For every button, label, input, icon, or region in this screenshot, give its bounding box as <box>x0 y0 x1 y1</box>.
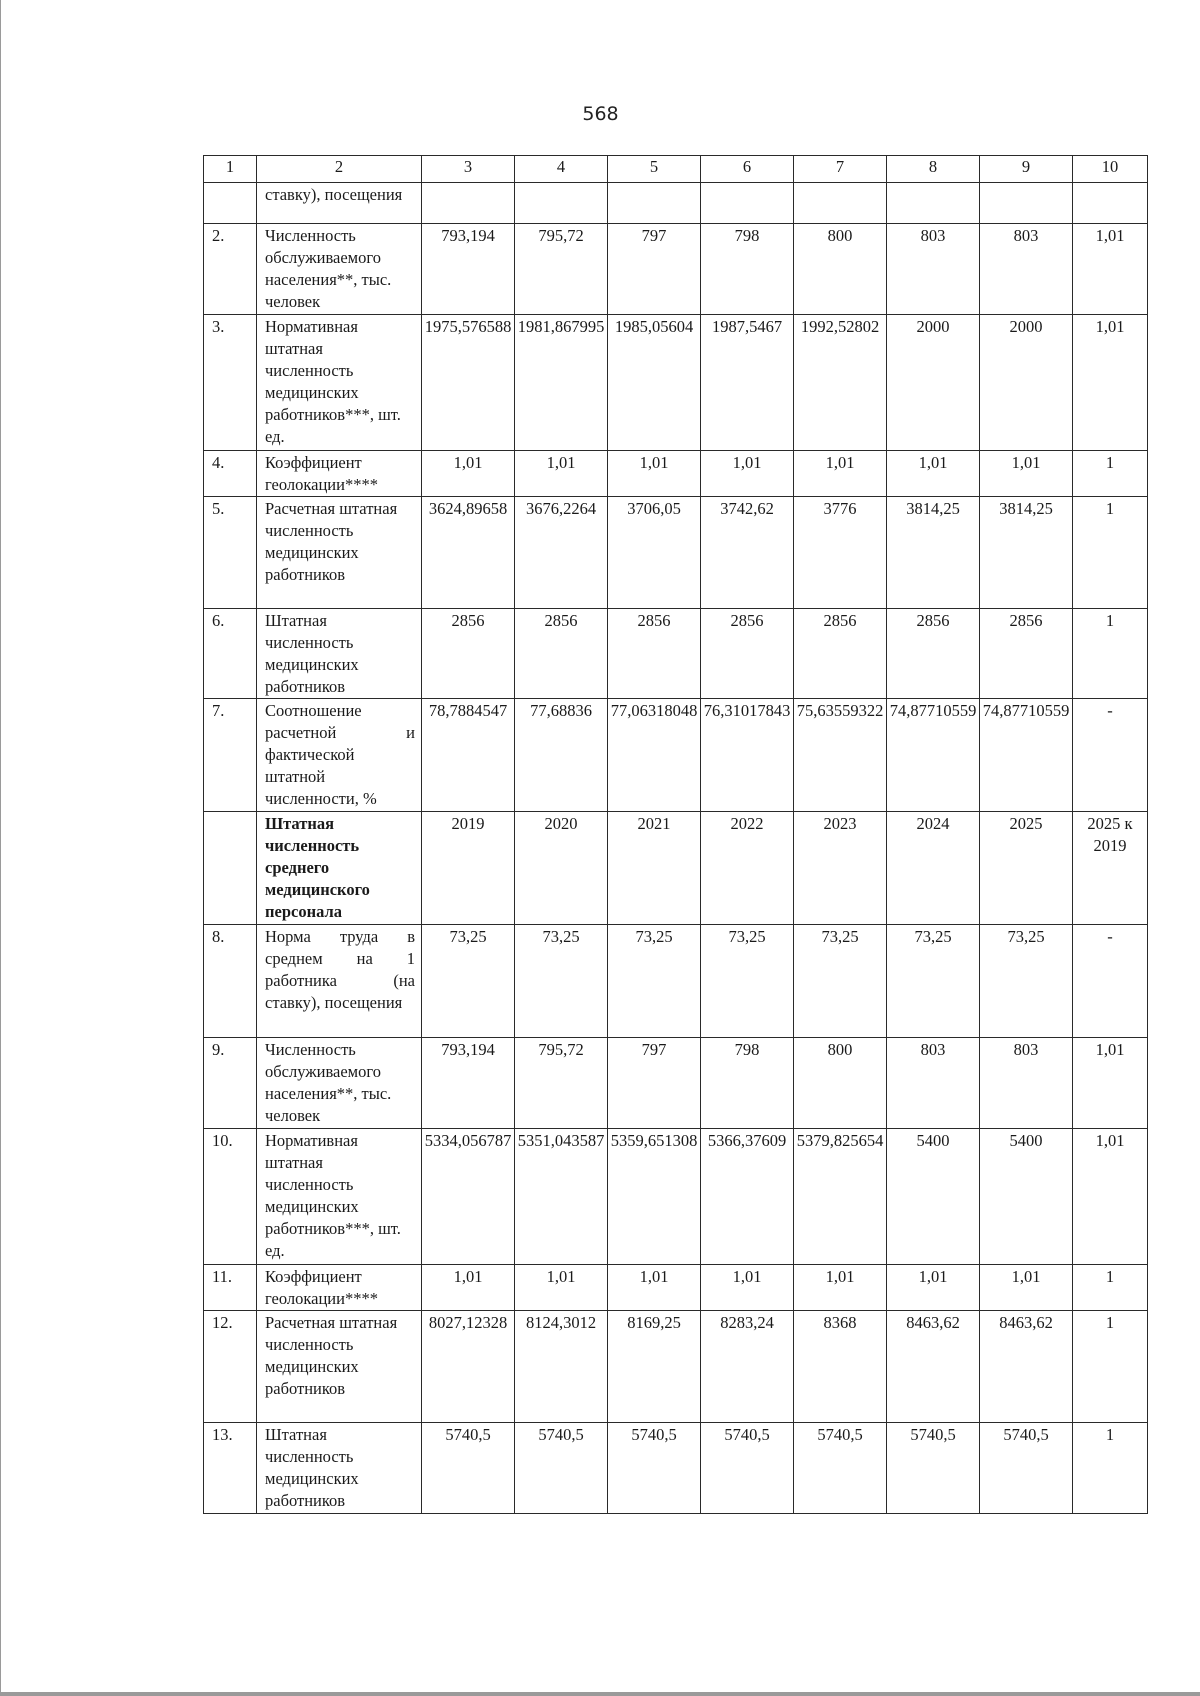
value-cell: 1,01 <box>980 1265 1073 1311</box>
value-cell <box>887 183 980 224</box>
value-cell: 797 <box>608 224 701 315</box>
value-cell: 2856 <box>608 609 701 699</box>
value-cell: 5740,5 <box>701 1423 794 1514</box>
value-cell <box>515 183 608 224</box>
indicator-name-cell: Норма труда в среднем на 1 работника (на ставку), посещения <box>257 925 422 1038</box>
value-cell: 2022 <box>701 812 794 925</box>
table-row <box>204 315 1148 451</box>
header-cell: 6 <box>701 156 794 183</box>
row-number-cell <box>204 183 257 224</box>
value-cell: 8463,62 <box>980 1311 1073 1423</box>
table-header-row <box>204 156 1148 183</box>
header-cell: 7 <box>794 156 887 183</box>
table-row <box>204 1265 1148 1311</box>
value-cell: 1,01 <box>1073 224 1148 315</box>
value-cell: 1 <box>1073 451 1148 497</box>
value-cell: 73,25 <box>794 925 887 1038</box>
row-number-cell: 7. <box>204 699 257 812</box>
value-cell: 803 <box>887 224 980 315</box>
value-cell: 8283,24 <box>701 1311 794 1423</box>
value-cell: 2856 <box>980 609 1073 699</box>
row-number-cell: 9. <box>204 1038 257 1129</box>
value-cell: 3814,25 <box>980 497 1073 609</box>
value-cell: 74,87710559 <box>980 699 1073 812</box>
value-cell: 2000 <box>980 315 1073 451</box>
header-cell: 5 <box>608 156 701 183</box>
value-cell: 5740,5 <box>794 1423 887 1514</box>
value-cell: 73,25 <box>515 925 608 1038</box>
value-cell <box>1073 183 1148 224</box>
indicator-name-cell: Коэффициент геолокации**** <box>257 451 422 497</box>
value-cell: 797 <box>608 1038 701 1129</box>
value-cell: 2023 <box>794 812 887 925</box>
value-cell: 1,01 <box>608 1265 701 1311</box>
row-number-cell: 6. <box>204 609 257 699</box>
value-cell: 1,01 <box>422 451 515 497</box>
value-cell: 5400 <box>887 1129 980 1265</box>
header-cell: 2 <box>257 156 422 183</box>
value-cell: 1,01 <box>794 1265 887 1311</box>
value-cell: 800 <box>794 1038 887 1129</box>
value-cell: 77,68836 <box>515 699 608 812</box>
row-number-cell: 11. <box>204 1265 257 1311</box>
indicator-name-cell: Нормативная штатная численность медицинских работников***, шт. ед. <box>257 315 422 451</box>
value-cell: 1,01 <box>980 451 1073 497</box>
indicator-name-cell: Соотношение расчетной и фактической штатной численности, % <box>257 699 422 812</box>
value-cell: 1987,5467 <box>701 315 794 451</box>
value-cell: 1,01 <box>1073 1038 1148 1129</box>
value-cell: 8027,12328 <box>422 1311 515 1423</box>
value-cell: 803 <box>980 224 1073 315</box>
indicator-name-cell: Нормативная штатная численность медицинских работников***, шт. ед. <box>257 1129 422 1265</box>
table-row <box>204 224 1148 315</box>
value-cell: 798 <box>701 224 794 315</box>
value-cell: 1992,52802 <box>794 315 887 451</box>
value-cell: 73,25 <box>422 925 515 1038</box>
value-cell: 5740,5 <box>515 1423 608 1514</box>
value-cell: 1,01 <box>515 451 608 497</box>
value-cell: 5379,825654 <box>794 1129 887 1265</box>
value-cell: 3706,05 <box>608 497 701 609</box>
value-cell: 2856 <box>887 609 980 699</box>
value-cell: 1 <box>1073 497 1148 609</box>
value-cell: 800 <box>794 224 887 315</box>
value-cell: 1,01 <box>608 451 701 497</box>
value-cell: 793,194 <box>422 224 515 315</box>
value-cell: 5740,5 <box>887 1423 980 1514</box>
indicator-name-cell: Штатная численность медицинских работников <box>257 609 422 699</box>
data-table <box>203 155 1148 1514</box>
value-cell: 76,31017843 <box>701 699 794 812</box>
value-cell: 2856 <box>515 609 608 699</box>
value-cell: 8463,62 <box>887 1311 980 1423</box>
value-cell: 8169,25 <box>608 1311 701 1423</box>
row-number-cell: 5. <box>204 497 257 609</box>
indicator-name-cell: Численность обслуживаемого населения**, тыс. человек <box>257 1038 422 1129</box>
value-cell: 1985,05604 <box>608 315 701 451</box>
table-row <box>204 1311 1148 1423</box>
table-row <box>204 183 1148 224</box>
header-cell: 3 <box>422 156 515 183</box>
value-cell <box>422 183 515 224</box>
value-cell: 2856 <box>422 609 515 699</box>
value-cell: 1,01 <box>515 1265 608 1311</box>
row-number-cell: 8. <box>204 925 257 1038</box>
value-cell: 73,25 <box>701 925 794 1038</box>
table-row <box>204 1038 1148 1129</box>
row-number-cell: 13. <box>204 1423 257 1514</box>
value-cell: 3624,89658 <box>422 497 515 609</box>
value-cell: 73,25 <box>887 925 980 1038</box>
value-cell: 1,01 <box>887 451 980 497</box>
value-cell: 1,01 <box>1073 315 1148 451</box>
value-cell: 1 <box>1073 1423 1148 1514</box>
value-cell: 793,194 <box>422 1038 515 1129</box>
value-cell <box>980 183 1073 224</box>
value-cell: 5334,056787 <box>422 1129 515 1265</box>
value-cell: 2019 <box>422 812 515 925</box>
header-cell: 9 <box>980 156 1073 183</box>
value-cell: 74,87710559 <box>887 699 980 812</box>
value-cell: 2025 <box>980 812 1073 925</box>
value-cell: 5740,5 <box>608 1423 701 1514</box>
table-row <box>204 451 1148 497</box>
value-cell: 1,01 <box>794 451 887 497</box>
table-row <box>204 699 1148 812</box>
value-cell: 8124,3012 <box>515 1311 608 1423</box>
indicator-name-cell: Расчетная штатная численность медицинских работников <box>257 497 422 609</box>
indicator-name-cell: Расчетная штатная численность медицинских работников <box>257 1311 422 1423</box>
table-row <box>204 812 1148 925</box>
value-cell: 1,01 <box>887 1265 980 1311</box>
value-cell: 2024 <box>887 812 980 925</box>
value-cell: - <box>1073 699 1148 812</box>
header-cell: 8 <box>887 156 980 183</box>
value-cell: 2856 <box>794 609 887 699</box>
value-cell: 2020 <box>515 812 608 925</box>
header-cell: 10 <box>1073 156 1148 183</box>
value-cell: 1,01 <box>701 451 794 497</box>
row-number-cell: 4. <box>204 451 257 497</box>
value-cell: 3676,2264 <box>515 497 608 609</box>
table-row <box>204 925 1148 1038</box>
value-cell: 8368 <box>794 1311 887 1423</box>
indicator-name-cell: ставку), посещения <box>257 183 422 224</box>
row-number-cell <box>204 812 257 925</box>
table-row <box>204 1129 1148 1265</box>
value-cell: 5351,043587 <box>515 1129 608 1265</box>
value-cell: 73,25 <box>608 925 701 1038</box>
value-cell: - <box>1073 925 1148 1038</box>
value-cell: 798 <box>701 1038 794 1129</box>
value-cell: 77,06318048 <box>608 699 701 812</box>
document-page <box>1 0 1200 1692</box>
value-cell: 1 <box>1073 1265 1148 1311</box>
value-cell: 795,72 <box>515 224 608 315</box>
value-cell: 795,72 <box>515 1038 608 1129</box>
value-cell <box>794 183 887 224</box>
header-cell: 1 <box>204 156 257 183</box>
value-cell: 3776 <box>794 497 887 609</box>
value-cell: 1 <box>1073 1311 1148 1423</box>
value-cell: 73,25 <box>980 925 1073 1038</box>
indicator-name-cell: Коэффициент геолокации**** <box>257 1265 422 1311</box>
indicator-name-cell: Штатная численность медицинских работников <box>257 1423 422 1514</box>
value-cell: 1,01 <box>1073 1129 1148 1265</box>
value-cell: 5740,5 <box>422 1423 515 1514</box>
value-cell: 1,01 <box>701 1265 794 1311</box>
indicator-name-cell: Штатная численность среднего медицинского персонала <box>257 812 422 925</box>
table-row <box>204 497 1148 609</box>
table-row <box>204 1423 1148 1514</box>
page-number: 568 <box>582 103 619 125</box>
value-cell: 3742,62 <box>701 497 794 609</box>
value-cell: 1 <box>1073 609 1148 699</box>
table-row <box>204 609 1148 699</box>
value-cell: 5359,651308 <box>608 1129 701 1265</box>
value-cell: 3814,25 <box>887 497 980 609</box>
value-cell: 2856 <box>701 609 794 699</box>
value-cell: 1981,867995 <box>515 315 608 451</box>
row-number-cell: 10. <box>204 1129 257 1265</box>
value-cell: 2025 к 2019 <box>1073 812 1148 925</box>
value-cell: 5400 <box>980 1129 1073 1265</box>
value-cell: 78,7884547 <box>422 699 515 812</box>
row-number-cell: 12. <box>204 1311 257 1423</box>
value-cell: 2000 <box>887 315 980 451</box>
value-cell: 803 <box>980 1038 1073 1129</box>
value-cell: 803 <box>887 1038 980 1129</box>
value-cell: 2021 <box>608 812 701 925</box>
row-number-cell: 3. <box>204 315 257 451</box>
value-cell <box>608 183 701 224</box>
value-cell <box>701 183 794 224</box>
header-cell: 4 <box>515 156 608 183</box>
value-cell: 75,63559322 <box>794 699 887 812</box>
value-cell: 5366,37609 <box>701 1129 794 1265</box>
row-number-cell: 2. <box>204 224 257 315</box>
value-cell: 5740,5 <box>980 1423 1073 1514</box>
value-cell: 1,01 <box>422 1265 515 1311</box>
value-cell: 1975,576588 <box>422 315 515 451</box>
indicator-name-cell: Численность обслуживаемого населения**, тыс. человек <box>257 224 422 315</box>
